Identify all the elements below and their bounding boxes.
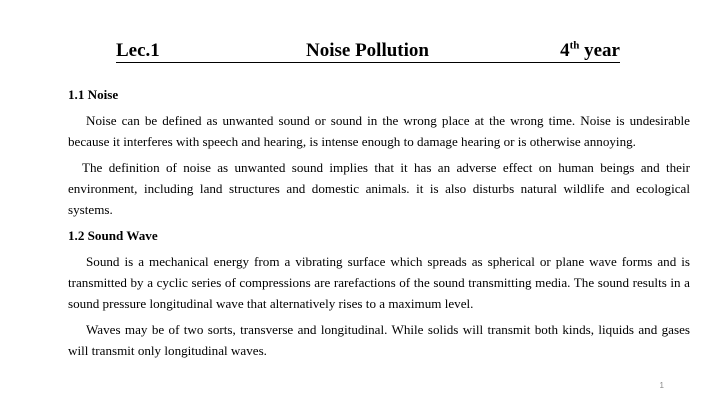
paragraph: The definition of noise as unwanted sound implies that it has an adverse effect on human beings and their environment, including land structures and domestic animals. it is also disturbs natural wildlife and ecological systems.: [68, 160, 690, 217]
document-body: [68, 84, 690, 366]
year-suffix: th: [569, 39, 580, 52]
lecture-label: Lec.1: [116, 40, 160, 61]
section-noise: [68, 84, 690, 220]
document-title: Noise Pollution: [306, 40, 429, 61]
paragraph: Sound is a mechanical energy from a vibrating surface which spreads as spherical or plane wave forms and is transmitted by a cyclic series of compressions are rarefactions of the sound transmitting media. The sound results in a sound pressure longitudinal wave that alternatively rises to a maximum level.: [68, 254, 690, 311]
section-sound-wave: [68, 225, 690, 361]
page-header: [116, 40, 620, 63]
year-number: 4: [560, 40, 570, 61]
paragraph: Noise can be defined as unwanted sound or sound in the wrong place at the wrong time. Noise is undesirable because it interferes with speech and hearing, is intense enough to damage hearing or is otherwise annoying.: [68, 113, 690, 149]
section-heading: 1.2 Sound Wave: [68, 228, 158, 243]
year-word: year: [584, 40, 620, 61]
paragraph: Waves may be of two sorts, transverse and longitudinal. While solids will transmit both kinds, liquids and gases will transmit only longitudinal waves.: [68, 322, 690, 358]
year-label: [560, 40, 620, 62]
page-number: 1: [659, 381, 664, 390]
section-heading: 1.1 Noise: [68, 87, 119, 102]
